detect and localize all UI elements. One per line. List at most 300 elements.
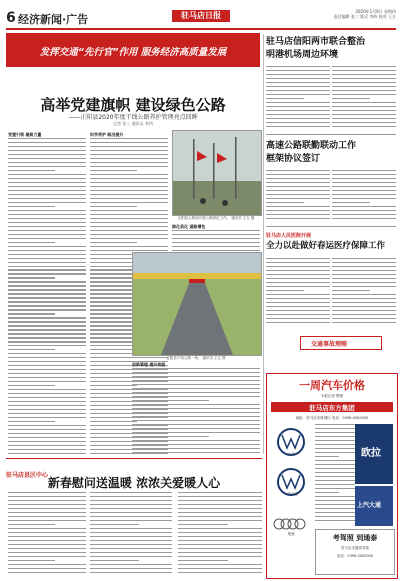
text-line xyxy=(8,429,86,430)
text-line xyxy=(8,194,86,195)
text-line xyxy=(8,365,86,366)
car-price-subtitle: 本报记者 整理 xyxy=(320,394,344,398)
text-line xyxy=(8,536,86,537)
text-line xyxy=(90,166,168,167)
text-line xyxy=(178,524,228,525)
text-line xyxy=(8,166,86,167)
text-line xyxy=(315,468,355,469)
lead-subhead-4: 创新管理 提升效能 xyxy=(132,362,166,367)
driving-school-title: 考驾照 到通泰 xyxy=(332,534,378,542)
text-line xyxy=(132,404,260,405)
text-line xyxy=(332,298,396,299)
bottom-col-3 xyxy=(178,492,262,576)
text-line xyxy=(315,520,355,521)
story-1-rule xyxy=(266,134,396,135)
text-line xyxy=(132,452,260,453)
text-line xyxy=(8,238,86,239)
story-2-title-line2: 框架协议签订 xyxy=(266,154,321,164)
text-line xyxy=(332,74,396,75)
text-line xyxy=(90,158,168,159)
text-line xyxy=(8,321,86,322)
text-line xyxy=(8,309,86,310)
text-line xyxy=(8,186,86,187)
text-line xyxy=(132,408,260,409)
text-line xyxy=(332,174,396,175)
text-line xyxy=(8,269,86,270)
text-line xyxy=(8,504,86,505)
text-line xyxy=(178,492,262,493)
text-line xyxy=(90,277,137,278)
text-line xyxy=(90,560,139,561)
text-line xyxy=(90,556,172,557)
text-line xyxy=(315,452,355,453)
story-3-col-2 xyxy=(332,258,396,326)
brand-label-vw: 大众 xyxy=(287,452,295,456)
text-line xyxy=(8,516,86,517)
bottom-kicker-row xyxy=(6,462,262,479)
text-line xyxy=(266,102,330,103)
text-line xyxy=(178,504,262,505)
text-line xyxy=(8,524,55,525)
text-line xyxy=(332,322,396,323)
text-line xyxy=(266,218,330,219)
text-line xyxy=(266,178,330,179)
text-line xyxy=(332,90,396,91)
text-line xyxy=(90,202,168,203)
text-line xyxy=(266,118,330,119)
text-line xyxy=(132,376,260,377)
text-line xyxy=(90,512,172,513)
text-line xyxy=(332,286,396,287)
text-line xyxy=(90,349,137,350)
text-line xyxy=(132,440,260,441)
text-line xyxy=(266,122,330,123)
text-line xyxy=(8,528,86,529)
text-line xyxy=(172,246,260,247)
audi-logo-icon xyxy=(274,519,305,529)
text-line xyxy=(132,444,260,445)
text-line xyxy=(332,170,396,171)
text-line xyxy=(8,421,55,422)
brand-label-faw-vw: 一汽大众 xyxy=(284,492,298,496)
text-line xyxy=(90,242,137,243)
price-table xyxy=(315,424,355,524)
text-line xyxy=(332,218,396,219)
text-line xyxy=(8,289,86,290)
text-line xyxy=(315,492,339,493)
text-line xyxy=(90,544,172,545)
text-line xyxy=(132,416,260,417)
text-line xyxy=(266,298,330,299)
text-line xyxy=(266,70,330,71)
text-line xyxy=(90,536,172,537)
text-line xyxy=(332,262,396,263)
text-line xyxy=(332,282,396,283)
text-line xyxy=(266,302,330,303)
text-line xyxy=(332,194,396,195)
text-line xyxy=(266,262,330,263)
dealer-side-ad xyxy=(355,424,393,484)
text-line xyxy=(266,318,330,319)
text-line xyxy=(132,400,209,401)
text-line xyxy=(178,572,262,573)
text-line xyxy=(8,333,86,334)
text-line xyxy=(8,297,86,298)
text-line xyxy=(8,413,86,414)
text-line xyxy=(90,540,172,541)
text-line xyxy=(266,294,330,295)
section-title: 经济新闻·广告 xyxy=(18,13,89,26)
text-line xyxy=(8,417,86,418)
text-line xyxy=(266,286,330,287)
story-3-kicker: 驻马店人民医院开展 xyxy=(266,233,312,239)
text-line xyxy=(8,441,86,442)
text-line xyxy=(266,314,330,315)
dealer-name: 驻马店东方集团 xyxy=(309,404,355,412)
story-2-col-2 xyxy=(332,170,396,222)
text-line xyxy=(332,210,396,211)
brand-logos-column xyxy=(271,424,311,574)
text-line xyxy=(266,210,330,211)
text-line xyxy=(8,234,86,235)
text-line xyxy=(8,277,55,278)
text-line xyxy=(8,341,86,342)
text-line xyxy=(266,190,330,191)
text-line xyxy=(90,194,168,195)
text-line xyxy=(8,548,86,549)
text-line xyxy=(90,568,172,569)
lead-subhead-2: 科学养护 路况提升 xyxy=(90,132,124,137)
bottom-headline: 新春慰问送温暖 浓浓关爱暖人心 xyxy=(47,476,221,490)
car-price-title: 一周汽车价格 xyxy=(299,379,365,392)
text-line xyxy=(332,94,396,95)
text-line xyxy=(90,230,168,231)
text-line xyxy=(8,246,86,247)
text-line xyxy=(90,385,137,386)
text-line xyxy=(266,322,330,323)
photo-highway xyxy=(132,252,262,356)
text-line xyxy=(8,254,86,255)
text-line xyxy=(332,106,396,107)
text-line xyxy=(90,552,172,553)
text-line xyxy=(178,568,262,569)
text-line xyxy=(132,372,260,373)
text-line xyxy=(132,388,260,389)
text-line xyxy=(332,186,396,187)
text-line xyxy=(90,170,137,171)
story-1-col-2 xyxy=(332,66,396,130)
text-line xyxy=(8,190,86,191)
text-line xyxy=(332,266,396,267)
text-line xyxy=(90,222,168,223)
text-line xyxy=(90,516,172,517)
text-line xyxy=(8,154,86,155)
header-rule xyxy=(6,28,396,30)
text-line xyxy=(332,102,396,103)
text-line xyxy=(178,528,262,529)
text-line xyxy=(266,270,330,271)
text-line xyxy=(90,210,168,211)
text-line xyxy=(178,500,262,501)
text-line xyxy=(8,377,86,378)
text-line xyxy=(332,294,396,295)
bottom-col-2 xyxy=(90,492,172,576)
photo-2-caption: 正阳县干线公路一角。 通讯员 王五 摄 xyxy=(166,356,226,360)
text-line xyxy=(172,234,260,235)
text-line xyxy=(8,170,55,171)
text-line xyxy=(8,293,86,294)
text-line xyxy=(8,373,86,374)
text-line xyxy=(315,432,355,433)
text-line xyxy=(266,198,330,199)
story-2-col-1 xyxy=(266,170,330,222)
text-line xyxy=(90,186,168,187)
story-2-headline xyxy=(266,140,396,166)
text-line xyxy=(90,146,168,147)
text-line xyxy=(178,560,228,561)
text-line xyxy=(315,436,355,437)
tree-planting-image xyxy=(173,131,261,215)
text-line xyxy=(178,512,262,513)
text-line xyxy=(132,432,260,433)
text-line xyxy=(315,460,355,461)
text-line xyxy=(90,182,168,183)
text-line xyxy=(90,150,168,151)
text-line xyxy=(8,337,86,338)
lead-subhead-1: 党建引领 凝聚力量 xyxy=(8,132,42,137)
text-line xyxy=(178,564,262,565)
text-line xyxy=(332,66,396,67)
text-line xyxy=(8,214,86,215)
lead-subtitle: ——正阳县2020年度干线公路养护管理亮点回眸 xyxy=(68,114,198,121)
text-line xyxy=(8,437,86,438)
accident-claim-label: 交通事故理赔 xyxy=(311,341,348,348)
text-line xyxy=(266,182,330,183)
text-line xyxy=(266,170,330,171)
text-line xyxy=(8,210,86,211)
text-line xyxy=(315,456,339,457)
text-line xyxy=(266,310,330,311)
text-line xyxy=(266,206,330,207)
text-line xyxy=(8,405,86,406)
text-line xyxy=(8,572,86,573)
page-header xyxy=(0,0,402,30)
text-line xyxy=(315,448,355,449)
text-line xyxy=(90,142,168,143)
text-line xyxy=(315,464,355,465)
text-line xyxy=(8,449,86,450)
text-line xyxy=(266,266,330,267)
text-line xyxy=(8,313,55,314)
text-line xyxy=(315,484,355,485)
text-line xyxy=(8,325,86,326)
text-line xyxy=(8,425,86,426)
accident-claim-ad xyxy=(300,336,382,350)
text-line xyxy=(90,162,168,163)
text-line xyxy=(90,226,168,227)
lead-column-1 xyxy=(8,130,86,457)
text-line xyxy=(266,194,330,195)
text-line xyxy=(332,98,370,99)
bottom-kicker: 驻马店县区中心 xyxy=(6,472,49,479)
text-line xyxy=(8,552,86,553)
text-line xyxy=(132,424,260,425)
driving-school-line-2: 电话：0396-0000000 xyxy=(336,554,374,558)
text-line xyxy=(8,433,86,434)
text-line xyxy=(8,381,86,382)
text-line xyxy=(132,384,260,385)
story-2-rule xyxy=(266,226,396,227)
photo-1-caption: 正阳县公路局开展公路绿化工作。 通讯员 王五 摄 xyxy=(177,216,255,220)
driving-school-ad xyxy=(315,529,395,575)
text-line xyxy=(90,500,172,501)
text-line xyxy=(8,544,86,545)
text-line xyxy=(8,317,86,318)
text-line xyxy=(315,476,355,477)
text-line xyxy=(8,162,86,163)
text-line xyxy=(332,206,396,207)
text-line xyxy=(90,154,168,155)
text-line xyxy=(90,234,168,235)
text-line xyxy=(8,329,86,330)
text-line xyxy=(178,496,262,497)
text-line xyxy=(8,281,86,282)
text-line xyxy=(332,318,396,319)
text-line xyxy=(178,536,262,537)
text-line xyxy=(8,305,86,306)
text-line xyxy=(90,492,172,493)
text-line xyxy=(266,126,330,127)
text-line xyxy=(8,138,86,139)
text-line xyxy=(90,214,168,215)
text-line xyxy=(132,392,260,393)
highway-image xyxy=(133,253,261,355)
text-line xyxy=(8,262,86,263)
text-line xyxy=(8,142,86,143)
campaign-banner xyxy=(6,33,260,67)
text-line xyxy=(332,126,396,127)
text-line xyxy=(315,508,355,509)
text-line xyxy=(8,273,86,274)
text-line xyxy=(8,453,86,454)
text-line xyxy=(332,114,396,115)
text-line xyxy=(332,270,396,271)
text-line xyxy=(332,198,396,199)
lead-subhead-3: 绿化美化 道路增色 xyxy=(172,224,206,229)
text-line xyxy=(90,421,137,422)
text-line xyxy=(266,214,330,215)
text-line xyxy=(266,202,304,203)
text-line xyxy=(315,496,355,497)
text-line xyxy=(315,472,355,473)
text-line xyxy=(8,568,86,569)
banner-text: 发挥交通“先行官”作用 服务经济高质量发展 xyxy=(39,47,227,58)
text-line xyxy=(132,428,260,429)
text-line xyxy=(8,361,86,362)
text-line xyxy=(8,540,86,541)
text-line xyxy=(8,182,86,183)
text-line xyxy=(8,218,86,219)
text-line xyxy=(266,278,330,279)
text-line xyxy=(8,500,86,501)
text-line xyxy=(8,564,86,565)
text-line xyxy=(8,202,86,203)
text-line xyxy=(132,436,209,437)
dealer-side-label: 欧拉 xyxy=(361,448,381,459)
text-line xyxy=(332,70,396,71)
text-line xyxy=(178,556,262,557)
text-line xyxy=(8,393,86,394)
text-line xyxy=(8,520,86,521)
text-line xyxy=(266,98,304,99)
text-line xyxy=(172,230,260,231)
text-line xyxy=(266,114,330,115)
text-line xyxy=(172,238,260,239)
text-line xyxy=(8,389,86,390)
text-line xyxy=(266,186,330,187)
newspaper-logo: 驻马店日报 xyxy=(172,10,230,22)
text-line xyxy=(332,258,396,259)
text-line xyxy=(90,174,168,175)
text-line xyxy=(8,174,86,175)
text-line xyxy=(90,528,172,529)
text-line xyxy=(8,242,55,243)
text-line xyxy=(132,448,260,449)
text-line xyxy=(8,445,86,446)
text-line xyxy=(315,428,355,429)
text-line xyxy=(266,110,330,111)
text-line xyxy=(90,508,172,509)
text-line xyxy=(315,488,355,489)
brand-label-audi: 奥迪 xyxy=(287,532,295,536)
text-line xyxy=(8,285,86,286)
text-line xyxy=(8,230,86,231)
text-line xyxy=(332,202,370,203)
edition-meta xyxy=(314,9,396,19)
text-line xyxy=(8,353,86,354)
lead-headline: 高举党建旗帜 建设绿色公路 xyxy=(40,96,226,114)
text-line xyxy=(266,74,330,75)
story-3-headline: 全力以赴做好春运医疗保障工作 xyxy=(266,241,386,251)
text-line xyxy=(332,78,396,79)
text-line xyxy=(8,301,86,302)
story-1-title-line2: 明港机场周边环境 xyxy=(266,50,339,60)
text-line xyxy=(90,206,137,207)
text-line xyxy=(8,158,86,159)
text-line xyxy=(266,306,330,307)
text-line xyxy=(8,397,86,398)
text-line xyxy=(315,444,355,445)
text-line xyxy=(8,492,86,493)
story-1-headline xyxy=(266,36,396,62)
text-line xyxy=(332,290,370,291)
text-line xyxy=(8,150,86,151)
text-line xyxy=(8,401,86,402)
text-line xyxy=(178,520,262,521)
text-line xyxy=(332,214,396,215)
text-line xyxy=(178,508,262,509)
text-line xyxy=(332,310,396,311)
text-line xyxy=(266,86,330,87)
text-line xyxy=(90,218,168,219)
text-line xyxy=(90,572,172,573)
text-line xyxy=(8,226,86,227)
text-line xyxy=(90,548,172,549)
text-line xyxy=(132,396,260,397)
story-1-title-line1: 驻马店信阳两市联合整治 xyxy=(266,37,366,47)
text-line xyxy=(8,266,86,267)
text-line xyxy=(90,520,172,521)
